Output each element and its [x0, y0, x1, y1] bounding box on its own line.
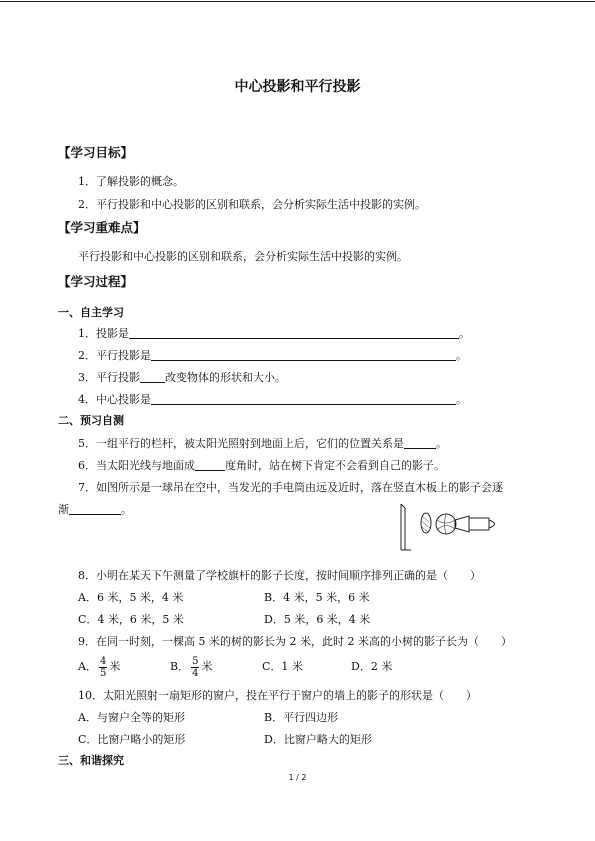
- answer-blank[interactable]: [404, 437, 436, 449]
- answer-blank[interactable]: [151, 393, 456, 405]
- goal-2: 2．平行投影和中心投影的区别和联系，会分析实际生活中投影的实例。: [78, 198, 426, 211]
- question-10-option-b[interactable]: B．平行四边形: [264, 711, 339, 724]
- question-9-option-a[interactable]: A． $\frac{4}{5}$ 米: [78, 655, 121, 679]
- question-9-option-c[interactable]: C．1 米: [262, 660, 303, 673]
- part2-heading: 二、预习自测: [58, 414, 124, 427]
- question-10-option-c[interactable]: C．比窗户略小的矩形: [78, 733, 186, 746]
- answer-blank[interactable]: [140, 371, 165, 383]
- answer-blank[interactable]: [69, 503, 121, 515]
- question-7-line2: 渐 。: [58, 503, 132, 516]
- question-2: 2．平行投影是 。: [78, 349, 467, 362]
- question-9: 9．在同一时刻，一棵高 5 米的树的影长为 2 米，此时 2 米高的小树的影子长为（ ）: [78, 635, 512, 648]
- answer-blank[interactable]: [195, 459, 225, 471]
- question-5: 5．一组平行的栏杆，被太阳光照射到地面上后，它们的位置关系是 。: [78, 437, 447, 450]
- question-4: 4．中心投影是 。: [78, 393, 467, 406]
- question-6: 6．当太阳光线与地面成 度角时，站在树下肯定不会看到自己的影子。: [78, 459, 445, 472]
- section-process: 【学习过程】: [58, 274, 134, 289]
- question-9-option-d[interactable]: D．2 米: [351, 660, 393, 673]
- fraction: $\frac{4}{5}$: [99, 655, 107, 679]
- question-8-option-c[interactable]: C．4 米，6 米，5 米: [78, 613, 184, 626]
- question-10: 10．太阳光照射一扇矩形的窗户，投在平行于窗户的墙上的影子的形状是（ ）: [78, 689, 477, 702]
- question-8: 8．小明在某天下午测量了学校旗杆的影子长度，按时间顺序排列正确的是（ ）: [78, 569, 481, 582]
- header-rule: [0, 1, 595, 2]
- question-10-option-d[interactable]: D．比窗户略大的矩形: [264, 733, 372, 746]
- part1-heading: 一、自主学习: [58, 306, 124, 319]
- flashlight-ball-figure: [397, 502, 505, 552]
- part3-heading: 三、和谐探究: [58, 754, 124, 767]
- question-1: 1．投影是 。: [78, 327, 470, 340]
- question-10-option-a[interactable]: A．与窗户全等的矩形: [78, 711, 185, 724]
- question-3: 3．平行投影 改变物体的形状和大小。: [78, 371, 286, 384]
- question-7-line1: 7．如图所示是一球吊在空中，当发光的手电筒由远及近时，落在竖直木板上的影子会逐: [78, 481, 503, 494]
- page-number: 1 / 2: [288, 773, 307, 782]
- answer-blank[interactable]: [129, 327, 459, 339]
- page-title: 中心投影和平行投影: [234, 79, 361, 95]
- goal-1: 1．了解投影的概念。: [78, 175, 184, 188]
- fraction: $\frac{5}{4}$: [192, 655, 199, 679]
- question-8-option-d[interactable]: D．5 米，6 米，4 米: [264, 613, 371, 626]
- answer-blank[interactable]: [151, 349, 456, 361]
- question-8-option-b[interactable]: B．4 米，5 米，6 米: [264, 591, 370, 604]
- section-goals: 【学习目标】: [58, 145, 134, 160]
- question-8-option-a[interactable]: A．6 米，5 米，4 米: [78, 591, 184, 604]
- question-9-option-b[interactable]: B． $\frac{5}{4}$ 米: [170, 655, 213, 679]
- section-keypoints: 【学习重难点】: [58, 220, 146, 235]
- keypoints-text: 平行投影和中心投影的区别和联系，会分析实际生活中投影的实例。: [78, 250, 408, 263]
